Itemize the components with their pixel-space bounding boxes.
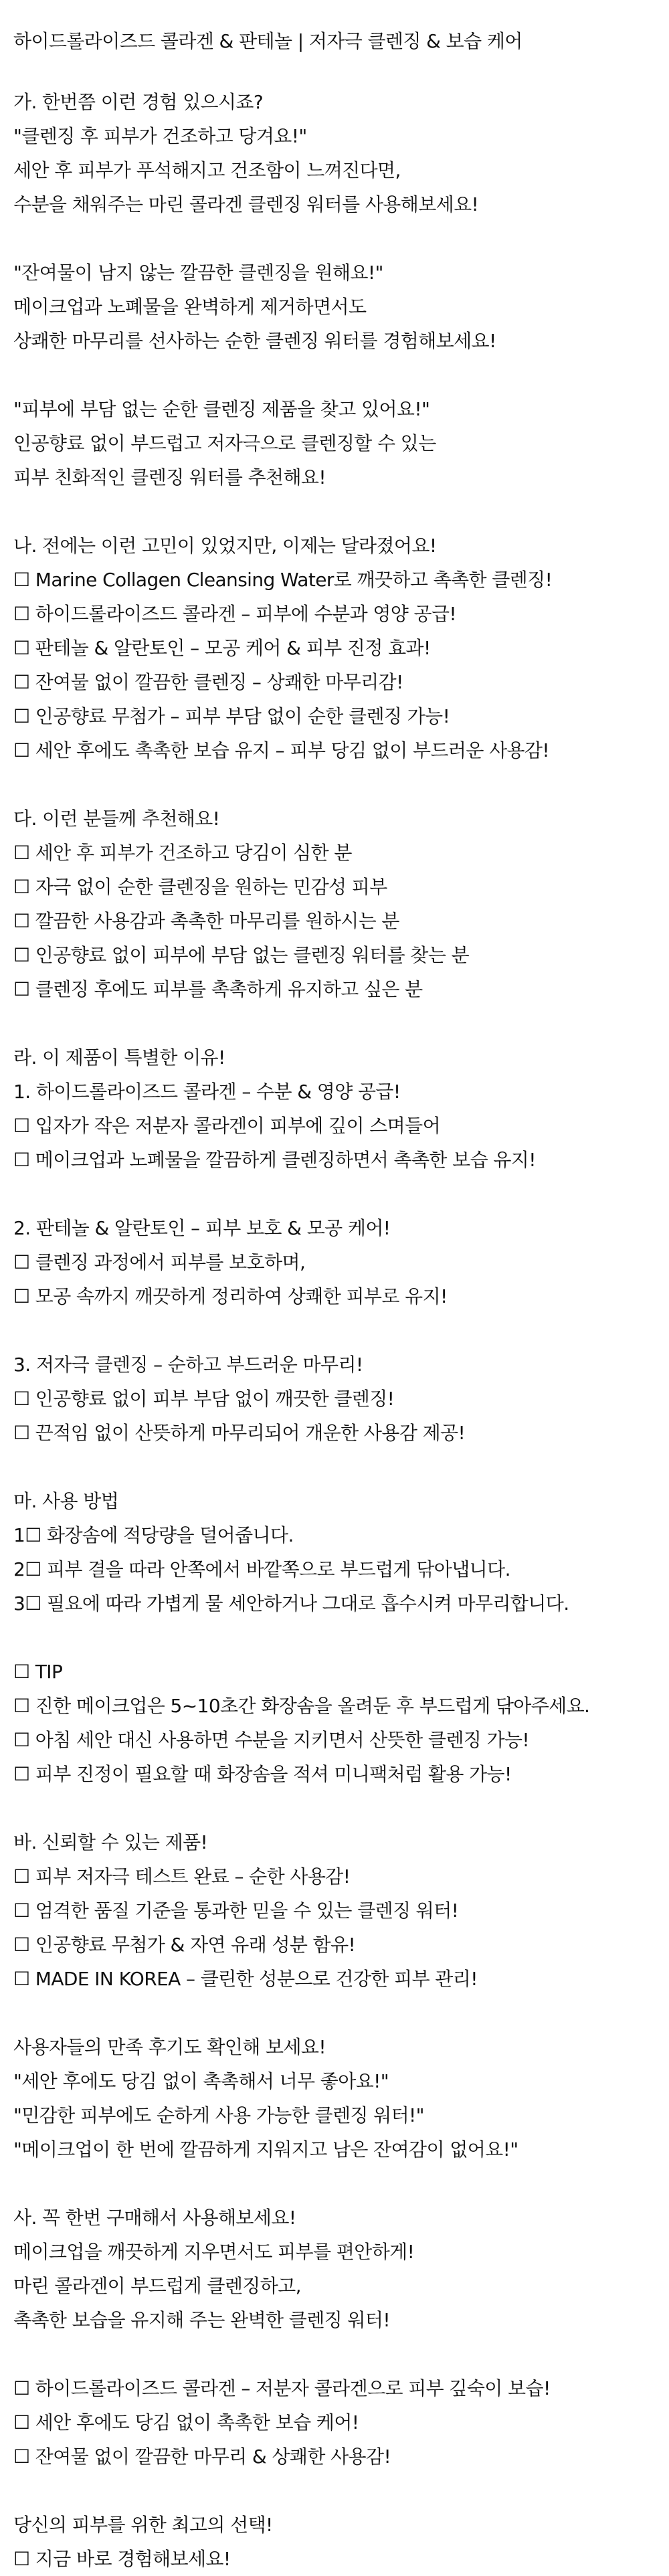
paragraph-first-line: 사용자들의 만족 후기도 확인해 보세요! xyxy=(13,2036,326,2058)
text-line: "민감한 피부에도 순하게 사용 가능한 클렌징 워터!" xyxy=(13,2104,424,2126)
text-line: 세안 후 피부가 푸석해지고 건조함이 느껴진다면, xyxy=(13,159,401,181)
paragraph-gap xyxy=(13,2474,656,2508)
text-line: ☐ 아침 세안 대신 사용하면 수분을 지키면서 산뜻한 클렌징 가능! xyxy=(13,1729,530,1751)
text-line: ☐ 판테놀 & 알란토인 – 모공 케어 & 피부 진정 효과! xyxy=(13,637,431,659)
paragraph-block xyxy=(13,1211,656,1313)
paragraph-gap xyxy=(13,767,656,802)
text-line: 수분을 채워주는 마린 콜라겐 클렌징 워터를 사용해보세요! xyxy=(13,193,479,215)
text-line: ☐ 지금 바로 경험해보세요! xyxy=(13,2548,231,2570)
paragraph-gap xyxy=(13,1791,656,1825)
paragraph-block xyxy=(13,2030,656,2167)
text-line: ☐ 잔여물 없이 깔끔한 마무리 & 상쾌한 사용감! xyxy=(13,2446,391,2468)
text-line: 피부 친화적인 클렌징 워터를 추천해요! xyxy=(13,466,326,488)
paragraph-first-line: 바. 신뢰할 수 있는 제품! xyxy=(13,1831,208,1853)
paragraph-first-line: 사. 꼭 한번 구매해서 사용해보세요! xyxy=(13,2207,296,2229)
text-line: ☐ Marine Collagen Cleansing Water로 깨끗하고 촉촉한 클렌징! xyxy=(13,569,553,591)
paragraph-gap xyxy=(13,2167,656,2201)
text-line: 1. 하이드롤라이즈드 콜라겐 – 수분 & 영양 공급! xyxy=(13,1081,401,1103)
paragraph-block xyxy=(13,1484,656,1621)
text-line: ☐ 세안 후에도 당김 없이 촉촉한 보습 케어! xyxy=(13,2411,359,2433)
paragraph-block xyxy=(13,529,656,767)
page-title: 하이드롤라이즈드 콜라겐 & 판테놀 | 저자극 클렌징 & 보습 케어 xyxy=(13,30,522,52)
paragraph-first-line: 3. 저자극 클렌징 – 순하고 부드러운 마무리! xyxy=(13,1354,363,1376)
text-line: 메이크업과 노폐물을 완벽하게 제거하면서도 xyxy=(13,296,367,318)
text-line: 1☐ 화장솜에 적당량을 덜어줍니다. xyxy=(13,1524,294,1546)
paragraph-block xyxy=(13,85,656,221)
text-line: 마린 콜라겐이 부드럽게 클렌징하고, xyxy=(13,2275,301,2297)
text-line: ☐ 하이드롤라이즈드 콜라겐 – 피부에 수분과 영양 공급! xyxy=(13,603,457,625)
paragraph-block xyxy=(13,1348,656,1450)
paragraph-gap xyxy=(13,1177,656,1211)
document-body xyxy=(13,85,656,2576)
paragraph-block xyxy=(13,1655,656,1791)
paragraph-block xyxy=(13,1040,656,1177)
text-line: ☐ 인공향료 없이 피부에 부담 없는 클렌징 워터를 찾는 분 xyxy=(13,944,470,966)
paragraph-gap xyxy=(13,1006,656,1040)
paragraph-gap xyxy=(13,221,656,256)
text-line: ☐ 잔여물 없이 깔끔한 클렌징 – 상쾌한 마무리감! xyxy=(13,671,403,693)
text-line: ☐ 인공향료 무첨가 & 자연 유래 성분 함유! xyxy=(13,1934,356,1956)
text-line: 메이크업을 깨끗하게 지우면서도 피부를 편안하게! xyxy=(13,2241,415,2263)
text-line: ☐ 인공향료 무첨가 – 피부 부담 없이 순한 클렌징 가능! xyxy=(13,705,450,727)
paragraph-gap xyxy=(13,1450,656,1484)
text-line: ☐ 입자가 작은 저분자 콜라겐이 피부에 깊이 스며들어 xyxy=(13,1115,441,1137)
paragraph-gap xyxy=(13,1621,656,1655)
paragraph-first-line: 다. 이런 분들께 추천해요! xyxy=(13,808,220,830)
text-line: "메이크업이 한 번에 깔끔하게 지워지고 남은 잔여감이 없어요!" xyxy=(13,2138,518,2160)
text-line: ☐ 메이크업과 노폐물을 깔끔하게 클렌징하면서 촉촉한 보습 유지! xyxy=(13,1149,536,1171)
text-line: ☐ 피부 저자극 테스트 완료 – 순한 사용감! xyxy=(13,1865,351,1888)
paragraph-first-line: 마. 사용 방법 xyxy=(13,1490,119,1512)
text-line: ☐ 세안 후 피부가 건조하고 당김이 심한 분 xyxy=(13,842,352,864)
paragraph-gap xyxy=(13,494,656,529)
paragraph-block xyxy=(13,1825,656,1996)
paragraph-gap xyxy=(13,2337,656,2371)
text-line: ☐ 깔끔한 사용감과 촉촉한 마무리를 원하시는 분 xyxy=(13,910,399,932)
paragraph-first-line: "잔여물이 남지 않는 깔끔한 클렌징을 원해요!" xyxy=(13,262,383,284)
text-line: ☐ 엄격한 품질 기준을 통과한 믿을 수 있는 클렌징 워터! xyxy=(13,1900,459,1922)
text-line: ☐ 자극 없이 순한 클렌징을 원하는 민감성 피부 xyxy=(13,876,387,898)
paragraph-first-line: "피부에 부담 없는 순한 클렌징 제품을 찾고 있어요!" xyxy=(13,398,430,420)
text-line: ☐ 끈적임 없이 산뜻하게 마무리되어 개운한 사용감 제공! xyxy=(13,1422,466,1444)
text-line: 촉촉한 보습을 유지해 주는 완벽한 클렌징 워터! xyxy=(13,2309,390,2331)
text-line: ☐ 클렌징 과정에서 피부를 보호하며, xyxy=(13,1251,306,1273)
paragraph-first-line: 당신의 피부를 위한 최고의 선택! xyxy=(13,2514,273,2536)
text-line: ☐ 피부 진정이 필요할 때 화장솜을 적셔 미니팩처럼 활용 가능! xyxy=(13,1763,512,1785)
paragraph-block xyxy=(13,392,656,494)
text-line: 2☐ 피부 결을 따라 안쪽에서 바깥쪽으로 부드럽게 닦아냅니다. xyxy=(13,1558,510,1580)
text-line: ☐ 세안 후에도 촉촉한 보습 유지 – 피부 당김 없이 부드러운 사용감! xyxy=(13,739,550,761)
text-line: "세안 후에도 당김 없이 촉촉해서 너무 좋아요!" xyxy=(13,2070,389,2092)
paragraph-first-line: ☐ TIP xyxy=(13,1661,63,1683)
paragraph-first-line: 나. 전에는 이런 고민이 있었지만, 이제는 달라졌어요! xyxy=(13,535,437,557)
text-line: ☐ 인공향료 없이 피부 부담 없이 깨끗한 클렌징! xyxy=(13,1388,395,1410)
text-line: "클렌징 후 피부가 건조하고 당겨요!" xyxy=(13,125,307,147)
text-line: 3☐ 필요에 따라 가볍게 물 세안하거나 그대로 흡수시켜 마무리합니다. xyxy=(13,1592,569,1615)
paragraph-first-line: 가. 한번쯤 이런 경험 있으시죠? xyxy=(13,91,264,113)
paragraph-block xyxy=(13,256,656,358)
paragraph-block xyxy=(13,2371,656,2474)
paragraph-block xyxy=(13,2201,656,2337)
paragraph-gap xyxy=(13,1996,656,2030)
paragraph-first-line: 2. 판테놀 & 알란토인 – 피부 보호 & 모공 케어! xyxy=(13,1217,391,1239)
text-line: 상쾌한 마무리를 선사하는 순한 클렌징 워터를 경험해보세요! xyxy=(13,330,496,352)
text-line: ☐ 진한 메이크업은 5~10초간 화장솜을 올려둔 후 부드럽게 닦아주세요. xyxy=(13,1695,590,1717)
paragraph-block xyxy=(13,2508,656,2576)
paragraph-gap xyxy=(13,1313,656,1348)
text-line: ☐ 클렌징 후에도 피부를 촉촉하게 유지하고 싶은 분 xyxy=(13,978,423,1000)
text-line: ☐ 모공 속까지 깨끗하게 정리하여 상쾌한 피부로 유지! xyxy=(13,1285,448,1307)
text-line: 인공향료 없이 부드럽고 저자극으로 클렌징할 수 있는 xyxy=(13,432,436,454)
paragraph-first-line: ☐ 하이드롤라이즈드 콜라겐 – 저분자 콜라겐으로 피부 깊숙이 보습! xyxy=(13,2377,551,2399)
paragraph-gap xyxy=(13,358,656,392)
paragraph-block xyxy=(13,802,656,1006)
text-line: ☐ MADE IN KOREA – 클린한 성분으로 건강한 피부 관리! xyxy=(13,1968,478,1990)
paragraph-first-line: 라. 이 제품이 특별한 이유! xyxy=(13,1046,225,1069)
